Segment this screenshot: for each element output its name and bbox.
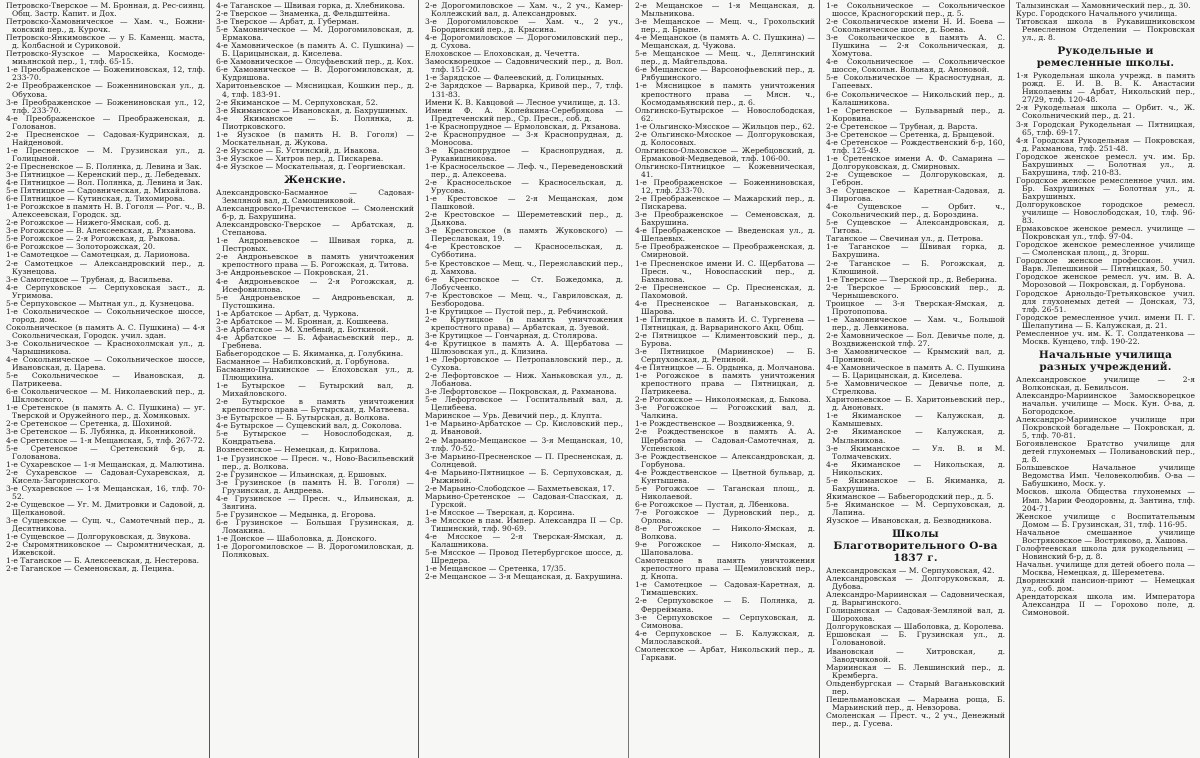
school-entry: 2-е Таганское — Семеновская, д. Пецина.: [6, 564, 175, 574]
school-entry: 4-е Якиманское — Б. Полянка, д. Пиотрковского.: [216, 113, 414, 131]
school-entry: 5-е Грузинское — Медынка, д. Егорова.: [216, 509, 376, 519]
school-entry: 5-е Сокольническое — Красностудная, д. Гапеевых.: [826, 73, 1005, 91]
school-entry: Ольгинско-Пятницкое — Кожевническая, 41.: [635, 161, 815, 179]
school-entry: 3-е Арбатское — М. Хлебный, д. Боткиной.: [216, 324, 389, 334]
school-entry: 3-е Сокольническое — Краснохолмская ул., д. Чарышникова.: [6, 338, 205, 357]
school-entry: 4-е Преображенское — Преображенская, д. Голованов.: [6, 113, 205, 131]
school-entry: 2-е Пресненское — Садовая-Кудринская, д. Найденовой.: [6, 129, 205, 147]
school-entry: 1-е Крестовское — 2-я Мещанская, дом Пашковой.: [425, 194, 623, 212]
school-entry: Бабьегородское — Б. Якиманка, д. Голубкина.: [216, 348, 404, 358]
school-entry: 5-е Бутырское — Новослободская, д. Кондратьева.: [216, 429, 414, 447]
school-entry: Городское женское ремесленное училище — Смоленская площ., д. Згорш.: [1016, 240, 1195, 258]
school-entry: 2-е Лефортовское — Ниж. Ханьковская ул., д. Лобанова.: [425, 371, 623, 389]
school-entry: 3-е Пятницкое (Мариинское) — Б. Серпуховская, д. Репиной.: [635, 347, 815, 365]
school-entry: 5-е Андроньевское — Андроньевская, д. Пустошкина.: [216, 292, 414, 310]
school-entry: 4-е Крутицкое в память А. А. Щербатова — Шлюзовская ул., д. Клизина.: [425, 338, 623, 357]
school-entry: 6-е Грузинское — Большая Грузинская, д. Ломакина.: [216, 517, 414, 535]
school-entry: 4-е Пятницкое — Б. Ордынка, д. Молчанова.: [635, 363, 815, 373]
school-entry: 2-е Марьино-Мещанское — 3-я Мещанская, 10, тлф. 70-52.: [425, 435, 623, 453]
school-entry: 2-е Пятницкое — Климентовский пер., д. Бурова.: [635, 330, 815, 348]
school-entry: Харитоньевское — Мясницкая, Кошкин пер., д. 4, тлф. 183-91.: [216, 81, 414, 99]
school-entry: Большевское Начальное училище Ведомства Имп. Человеколюбив. О-ва — Бабушкино, Моск. у.: [1016, 463, 1195, 489]
school-entry: 5-е Рогожское — Таганская площ., д. Николаевой.: [635, 483, 815, 501]
school-entry: 1-я Рукодельная школа учрежд. в память рожд. Е. И. В. В. К. Анастасии Николаевны — Арбат, Никольский пер., 27/29, тлф. 120-48.: [1016, 71, 1195, 105]
school-entry: 1-е Красносельское — Леф. ч., Переведеновский пер., д. Алексеева.: [425, 161, 623, 179]
school-entry: 3-е Хамовническое — Крымский вал, д. Прониной.: [826, 347, 1005, 365]
school-entry: Якиманское — Бабьегородский пер., д. 5.: [826, 491, 994, 501]
school-entry: 4-е Сокольническое — Сокольническое шоссе, Сокольн. Вольная, д. Аноновой.: [826, 57, 1005, 75]
school-entry: 5-е Мещанское — Мещ. ч., Делягинский пер., д. Майгельдова.: [635, 49, 815, 67]
school-entry: 7-е Крестовское — Мещ. ч., Гавриловская, д. Безбородова.: [425, 290, 623, 308]
school-entry: 3-е Мещанское — Мещ. ч., Грохольский пер., д. Брыне.: [635, 17, 815, 35]
school-entry: 6-е Рогожское — Пустая, д. Лбенкова.: [635, 499, 790, 509]
school-entry: 2-е Сретенское — Трубная, д. Варста.: [826, 121, 978, 131]
school-entry: 1-е Сретенское — Бульварный пер., д. Коровина.: [826, 105, 1005, 123]
school-entry: 8-е Рогожское — Николо-Ямская, д. Волкова.: [635, 524, 815, 542]
school-entry: 1-е Рогожское в память Н. В. Гоголя — Рог. ч., В. Алексеевская, Городск. зд.: [6, 202, 205, 220]
school-entry: 3-е Сущевское — Сущ. ч., Самотечный пер., д. Десятникова.: [6, 516, 205, 534]
school-entry: 4-е Грузинское — Пресн. ч., Ильинская, д. Звягина.: [216, 493, 414, 511]
school-entry: Александровская — М. Серпуховская, 42.: [826, 566, 995, 576]
school-entry: 2-е Яузское — Б. Устинский, д. Ивакова.: [216, 145, 380, 155]
school-entry: 1-е Ольгинско-Мясское — Жильцов пер., 62.: [635, 121, 815, 131]
school-entry: Дворянский пансион-приют — Немецкая ул., соб. дом.: [1016, 576, 1195, 594]
school-entry: 1-е Мясское — Тверская, д. Корсина.: [425, 507, 575, 517]
school-entry: 3-е Лефортовское — Покровская, д. Рахманова.: [425, 387, 617, 397]
school-entry: Маринское — Урь. Девичий пер., д. Клупта.: [425, 411, 603, 421]
school-entry: 1-е Самотецкое — Самотецкая, д. Ларионова.: [6, 250, 190, 260]
school-entry: 3-е Краснопрудное — Краснопрудная, д. Рукавишникова.: [425, 145, 623, 163]
school-entry: Петровско-Яузское — Мароскейка, Космоде-миьянской пер., 1, тлф. 65-15.: [6, 49, 205, 67]
school-entry: 1-е Пресненское имени И. С. Щербатова — Пресн. ч., Новоспасский пер., д. Бахвалова.: [635, 258, 815, 284]
school-entry: Петровско-Янкимовское — у Б. Каменщ. маста, д. Колбасной и Суриковой.: [6, 33, 205, 51]
school-entry: 5-е Пятницкое — Садовническая, д. Михайлова.: [6, 186, 201, 196]
school-entry: 2-е Сухаревское — Садовая-Сухаревская, д. Кисель-Загорянского.: [6, 467, 205, 485]
school-entry: 3-е Якиманское — Ивановская, д. Бахрушиных.: [216, 105, 408, 115]
school-entry: 1-е Хамовническое — Хам. ч., Большой пер., д. Левкинова.: [826, 314, 1005, 332]
school-entry: Богоявленское Братство училище для детей глухонемых — Поливановский пер., д. 8.: [1016, 439, 1195, 465]
school-entry: 3-е Сущевское — Каретная-Садовая, д. Пирогова.: [826, 186, 1005, 204]
school-entry: 1-е Сретенское (в память А. С. Пушкина) — уг. Тверской и Оружейного пер., д. Хомяковых.: [6, 403, 205, 421]
school-entry: 4-е Рождественское — Цветной бульвар, д. Кунтышева.: [635, 467, 815, 485]
school-entry: 5-е Мясское — Провод Петербургское шоссе, д. Шредера.: [425, 548, 623, 566]
school-entry: 1-е Пресненское — М. Грузинская ул., д. Голицыной.: [6, 145, 205, 163]
school-entry: Ивановская — Хитровская, д. Заводчиковой.: [826, 646, 1005, 664]
school-entry: 4-е Сретенское — Рождественский б-р, 160, тлф. 125-49.: [826, 137, 1005, 155]
school-entry: Женское училище с Воспитательным Домом — Б. Грузинская, 31, тлф. 116-95.: [1016, 511, 1195, 529]
school-entry: 1-е Крутицкое — Пустой пер., д. Ребчинской.: [425, 306, 609, 316]
school-entry: 2-я Рукодельная школа — Орбит. ч., Ж. Сокольнический пер., д. 21.: [1016, 103, 1195, 121]
school-entry: 1-е Рогожское в память уничтожения крепостного права — Пятницкая, д. Патрикеева.: [635, 371, 815, 397]
school-entry: Долгоруковская — Шаболовка, д. Королева.: [826, 622, 1004, 632]
school-entry: 2-е Таганское — Б. Рогожская, д. Клюшиной.: [826, 258, 1005, 276]
school-entry: 2-е Пресненское — Ср. Пресненская, д. Пахомовой.: [635, 282, 815, 300]
school-entry: 1-е Андроньевское — Швивая горка, д. Пестровых.: [216, 236, 414, 254]
school-entry: Смоленская — Прест. ч., 2 уч., Денежный пер., д. Гусева.: [826, 710, 1005, 728]
school-entry: 2-е Сыромятниковское — Сыромятническая, д. Ижевской.: [6, 540, 205, 558]
school-entry: 1-е Якиманское — Калужская, д. Камышевых.: [826, 411, 1005, 429]
school-entry: Александровско-Тверское — Арбатская, д. Степанова.: [216, 220, 414, 238]
school-entry: 3-е Мясское в пам. Импер. Александра II — Ср. Тишинский, тлф. 90-69.: [425, 516, 623, 534]
school-entry: 2-е Сокольническое имени Н. И. Боева — Сокольническое шоссе, д. Боева.: [826, 17, 1005, 35]
school-entry: 1-е Пятницкое в память И. С. Тургенева — Пятницкая, д. Варваринского Акц. Общ.: [635, 314, 815, 332]
school-entry: 5-е Серпуховское — Мытная ул., д. Кузнецова.: [6, 298, 195, 308]
school-entry: 3-е Марьино-Пресненское — П. Пресненская, д. Солнцевой.: [425, 451, 623, 469]
school-entry: Ольденбургская — Старый Ваганьковский пер.: [826, 678, 1005, 696]
school-entry: 3-е Якиманское — Ул. В. и М. Толмачевских.: [826, 443, 1005, 461]
section-heading: Рукодельные и ремесленные школы.: [1036, 45, 1175, 70]
right-column-3: [1009, 0, 1199, 758]
school-entry: 2-е Преображенское — Мажарский пер., д. Пискарева.: [635, 194, 815, 212]
right-page: [629, 0, 1200, 758]
school-entry: 3-е Сухаревское — 1-я Мещанская, 16, тлф. 70-52.: [6, 483, 205, 501]
school-entry: 1-е Сретенское имени А. Ф. Самарина — Долгоруковская, д. Смирновых.: [826, 153, 1005, 171]
school-entry: 1-е Самотецкое — Садовая-Каретная, д. Тимашевских.: [635, 580, 815, 598]
school-entry: 2-е Мещанское — 1-я Мещанская, д. Мыльникова.: [635, 1, 815, 19]
school-entry: Александро-Мариинская — Садовническая, д. Варыгинского.: [826, 590, 1005, 608]
school-entry: 3-е Рогожское — Рогожский вал, д. Чалкина.: [635, 403, 815, 421]
school-entry: 3-е Дорогомиловское — Хам. ч., 2 уч., Бородинский пер., д. Крысина.: [425, 17, 623, 35]
school-entry: 4-е Якиманское — Никольская, д. Никольских.: [826, 459, 1005, 477]
school-entry: 3-я Городская Рукодельная — Пятницкая, 65, тлф. 69-17.: [1016, 119, 1195, 137]
school-entry: 2-е Хамовническое — Бол. Девичье поле, д. Воздвиженской тлф. 27.: [826, 330, 1005, 348]
school-entry: 6-е Хамовническое — Олсуфьевский пер., д. Кох.: [216, 57, 414, 67]
school-entry: 1-е Сокольническое — Сокольническое шоссе, Красногорский пер., д. 5.: [826, 1, 1005, 19]
school-entry: 1-е Преображенское — Божениновская, 12, тлф. 233-70.: [6, 65, 205, 83]
school-entry: 2-е Рождественское в память А. А. Щербатова — Садовая-Самотечная, д. Успенской.: [635, 427, 815, 453]
school-entry: Москов. школа Общества глухонемых — Имп. Марии Феодоровны, д. Зантина, тлф. 204-71.: [1016, 487, 1195, 513]
school-entry: 1-е Донское — Шаболовка, д. Донского.: [216, 534, 377, 543]
school-entry: 6-е Хамовническое — В. Дорогомиловская, д. Кудряшова.: [216, 65, 414, 83]
school-entry: 4-е Серпуховское — Б. Калужская, д. Милославской.: [635, 628, 815, 646]
school-entry: 5-е Хамовническое — Девичье поле, д. Стрелкова.: [826, 379, 1005, 397]
school-entry: 2-е Самотецкое — Александровский пер., д. Кузнецова.: [6, 258, 205, 276]
school-entry: Марьино-Сретенское — Садовая-Спасская, д. Гурской.: [425, 491, 623, 509]
school-entry: 2-е Мещанское — 3-я Мещанская, д. Бахрушина.: [425, 572, 623, 582]
school-entry: 1-е Сущевское — Долгоруковская, д. Звукова.: [6, 532, 191, 542]
school-entry: Самотецкое в память уничтожения крепостного права — Щемиловский пер., д. Кнопа.: [635, 556, 815, 582]
school-entry: 4-е Таганское — Швивая горка, д. Хлебникова.: [216, 1, 405, 10]
school-entry: 1-е Краснопрудное — Ермоловская, д. Рязанова.: [425, 121, 621, 131]
school-entry: 2-е Рогожское — Николоямская, д. Быкова.: [635, 395, 811, 405]
school-entry: Талызинская — Хамовнический пер., д. 30.: [1016, 1, 1191, 10]
school-entry: 3-е Серпуховское — Серпуховская, д. Симонова.: [635, 612, 815, 630]
school-entry: 4-е Хамовническое в память А. С. Пушкина — Б. Царицынская, д. Киселева.: [826, 363, 1005, 381]
school-entry: 1-е Мещанское — Сретенка, 17/35.: [425, 564, 567, 574]
school-entry: Ольгинско-Бутырское — Новослободская, 62.: [635, 105, 815, 123]
school-entry: 1-е Бутырское — Бутырский вал, д. Михайловского.: [216, 381, 414, 399]
left-column-1: [0, 0, 209, 758]
school-entry: 2-е Тверское — Брюсовский пер., д. Чернышевского.: [826, 282, 1005, 300]
school-entry: 1-е Таганское — Б. Алексеевская, д. Нестерова.: [6, 556, 200, 566]
school-entry: 3-е Сретенское — Сретенка, д. Брыцевой.: [826, 129, 995, 139]
school-entry: 2-е Бутырское в память уничтожения крепостного права — Бутырская, д. Матвеева.: [216, 397, 414, 415]
school-entry: 4-е Крестовское — Красносельская, д. Субботина.: [425, 242, 623, 260]
school-entry: 7-е Рогожское — Дурновский пер., д. Орлова.: [635, 507, 815, 525]
school-entry: 3-е Преображенское — Семеновская, д. Бахрушина.: [635, 210, 815, 228]
school-entry: 6-е Сокольническое — Никольский пер., д. Калашникова.: [826, 89, 1005, 107]
school-entry: 3-е Сретенское — Б. Лубянка, д. Иконниковой.: [6, 427, 196, 437]
school-entry: Имени Ф. А. Копейкина-Серебрякова — Предтеченский пер., Ср. Пресн., соб. д.: [425, 105, 623, 123]
school-entry: Александро-Мариинское училище при Покровской богадельне — Покровская, д. 5, тлф. 70-81.: [1016, 415, 1195, 441]
school-entry: 4-е Пресненское — Ваганьковская, д. Шарова.: [635, 298, 815, 316]
right-column-1: [629, 0, 819, 758]
school-entry: Начальн. училище для детей обоего пола — Москва, Немецкая, д. Шереметева.: [1016, 559, 1195, 577]
school-entry: 5-е Сокольническое — Ивановская, д. Патрикеева.: [6, 371, 205, 389]
school-entry: 1-е Преображенское — Боженниновская, 12, тлф. 233-70.: [635, 178, 815, 196]
school-entry: 4-е Арбатское — Б. Афанасьевский пер., д. Гребнева.: [216, 332, 414, 350]
school-entry: 1-е Дорогомиловское — В. Дорогомиловская, д. Поляковых.: [216, 542, 414, 560]
school-entry: 2-е Арбатское — М. Бронная, д. Кошкеева.: [216, 316, 389, 326]
school-entry: Имени К. В. Кавцовой — Лесное училище, д. 13.: [425, 97, 621, 107]
school-entry: Александровская — Долгоруковская, д. Дубова.: [826, 574, 1005, 592]
school-entry: 3-е Пятницкое — Керенский пер., д. Лебедевых.: [6, 169, 201, 179]
school-entry: 4-е Хамовническое (в память А. С. Пушкина) — Б. Царицынская, д. Киселева.: [216, 41, 414, 59]
school-entry: Голицынская — Садовая-Земляной вал, д. Шорохова.: [826, 606, 1005, 624]
school-entry: 3-е Яузское — Хитров пер., д. Пискарева.: [216, 153, 384, 163]
school-entry: 2-е Серпуховское — Б. Полянка, д. Ферреймана.: [635, 596, 815, 614]
school-entry: 3-е Тверское — Арбат, д. Губерман.: [216, 17, 360, 27]
school-entry: Замоскворецкое — Садовнический пер., д. Вол. тлф. 151-20.: [425, 57, 623, 75]
school-entry: 1-е Сухаревское — 1-я Мещанская, д. Малютина.: [6, 459, 205, 469]
school-entry: Петровско-Тверское — М. Бронная, д. Рес-сиянц. Общ. Застр. Капит. и Дох.: [6, 1, 205, 19]
school-entry: 2-е Пресненское — Б. Полянка, д. Левина и Зак.: [6, 161, 202, 171]
school-entry: 2-е Красносельское — Красносельская, д. Урусова.: [425, 178, 623, 196]
school-entry: Александровско-Пречистенское — Смоленский б-р, д. Бахрушина.: [216, 204, 414, 222]
school-entry: Вознесенское — Немецкая, д. Кирилова.: [216, 445, 381, 455]
school-entry: 1-е Сокольническое — Сокольническое шоссе, город. дом.: [6, 306, 205, 324]
school-entry: 2-е Якиманское — Калужская, д. Мыльникова.: [826, 427, 1005, 445]
school-entry: 3-е Рогожское — В. Алексеевская, д. Рязанова.: [6, 226, 196, 236]
school-entry: Александровское училище — 2-я Волконская, д. Бевильсон.: [1016, 374, 1195, 392]
school-entry: 2-е Крестовское — Шереметевский пер., д. Дьякова.: [425, 210, 623, 228]
school-entry: Городское женское ремесл. уч. им. В. А. Морозовой — Покровская, д. Горбунова.: [1016, 272, 1195, 290]
school-entry: 2-е Зарядское — Варварка, Кривой пер., 7, тлф. 131-83.: [425, 81, 623, 99]
school-entry: 5-е Лефортовское — Госпитальный вал, д. Целибеева.: [425, 395, 623, 413]
section-heading: Начальные училища разных учреждений.: [1038, 348, 1173, 373]
school-entry: 6-е Рогожское — Золоторожская, 20.: [6, 242, 156, 252]
school-entry: Яузское — Ивановская, д. Безводникова.: [826, 516, 992, 525]
school-entry: Городское женское ремесл. уч. им. Бр. Бахрушиных — Болотная ул., д. Бахрушина, тлф. 210-83.: [1016, 151, 1195, 177]
school-entry: 3-е Крутицкое — Гончарная, д. Столярова.: [425, 330, 598, 340]
school-entry: Городское Арнольдо-Третьяковское учил. для глухонемых детей — Донская, 73, тлф. 26-51.: [1016, 288, 1195, 314]
school-entry: Городское женское ремесленное учил. им. Бр. Бахрушиных — Болотная ул., д. Бахрушиных.: [1016, 175, 1195, 201]
section-heading: Школы Благотворительного О-ва 1837 г.: [833, 528, 998, 565]
school-entry: Ремесленное уч. им. К. Т. Солдатенкова — Москв. Кунцево, тлф. 190-22.: [1016, 328, 1195, 346]
school-entry: 4-е Яузское — Москательная, д. Георгиевская.: [216, 161, 406, 171]
school-entry: Басманно-Пушкинское — Елоховская ул., д. Плющихина.: [216, 365, 414, 383]
school-entry: Титовская школа в Рукавишниковском Ремесленном Отделении — Покровская ул., д. 8.: [1016, 17, 1195, 43]
school-entry: 1-е Арбатское — Арбат, д. Чуркова.: [216, 308, 359, 318]
school-entry: 9-е Рогожское — Николо-Ямская, д. Шаповалова.: [635, 540, 815, 558]
left-column-2: [209, 0, 418, 758]
school-entry: 1-е Мясницкое в память уничтожения крепостного права — Мясн. ч., Космодамьянский пер., д. 6.: [635, 81, 815, 107]
school-entry: 2-е Сретенское — Сретенка, д. Шохиной.: [6, 419, 172, 429]
school-entry: 5-е Рогожское — 2-я Рогожская, д. Рыкова.: [6, 234, 181, 244]
school-entry: 3-е Андроньевское — Покровская, 21.: [216, 268, 369, 278]
school-entry: 4-е Сущевское — Орбит. ч., Сокольнический пер., д. Бороздина.: [826, 202, 1005, 220]
school-entry: 2-е Крутицкое (в память уничтожения крепостного права) — Арбатская, д. Зуевой.: [425, 314, 623, 332]
school-entry: Арендаторская школа им. Императора Александра II — Горохово поле, д. Симоновой.: [1016, 592, 1195, 618]
school-entry: 4-е Сокольническое — Сокольническое шоссе, Ивановская, д. Царева.: [6, 355, 205, 373]
school-entry: Ершовская — Б. Грузинская ул., д. Головановой.: [826, 630, 1005, 648]
school-entry: 1-е Тверское — Тверской пр., д. Веберина.: [826, 274, 997, 284]
school-entry: Александровско-Басманное — Садовая-Земляной вал, д. Самошниковой.: [216, 187, 414, 206]
school-entry: Сокольническое (в память А. С. Пушкина) — 4-я Сокольническая, Городск. учил. здан.: [6, 322, 205, 340]
school-entry: 5-е Сретенское — Сретенский б-р, д. Голованова.: [6, 443, 205, 461]
school-entry: 5-е Сущевское — Александровская, д. Титова.: [826, 218, 1005, 236]
school-entry: 4-е Марьино-Пятницкое — Б. Серпуховская, д. Рыжиной.: [425, 467, 623, 485]
school-entry: Александро-Мариинское Замоскворецкое начальн. училище — Моск. Кун. О-ва, д. Богородское.: [1016, 390, 1195, 417]
school-entry: 4-е Преображенское — Введенская ул., д. Шелаевых.: [635, 226, 815, 244]
school-entry: Голофтеевская школа для рукодельниц — Новинский б-р, д. 8.: [1016, 543, 1195, 561]
school-entry: 3-е Грузинское (в память Н. В. Гоголя) — Грузинская, д. Андреева.: [216, 477, 414, 495]
left-column-3: [418, 0, 627, 758]
school-entry: 2-е Андроньевское в память уничтожения крепостного права — Б. Рогожская, д. Титова.: [216, 252, 414, 270]
school-entry: Смоленское — Арбат, Никольский пер., д. Гаркави.: [635, 644, 815, 662]
school-entry: 4-е Андроньевское — 2-я Рогожская, д. Исефовиллова.: [216, 276, 414, 294]
school-entry: 5-е Якиманское — Б. Якиманка, д. Бахрушина.: [826, 475, 1005, 493]
school-entry: 2-е Рогожское — Нижего-Ямская, соб. д.: [6, 218, 171, 228]
school-entry: 2-е Тверское — Знаменка, д. Фельдштейна.: [216, 9, 391, 19]
school-entry: 1-е Лефортовское — Петропавловский пер., д. Сухова.: [425, 355, 623, 373]
school-entry: Городское женское профессион. учил. Варв. Лепешкиной — Пятницкая, 50.: [1016, 256, 1195, 274]
school-entry: Петровско-Хамовническое — Хам. ч., Божни-ковский пер., д. Курочк.: [6, 17, 205, 35]
school-entry: Таганское — Свечиная ул., д. Петрова.: [826, 234, 984, 244]
school-entry: Елоховское — Елоховская, д. Чечетта.: [425, 49, 580, 59]
school-entry: Харитоньевское — Б. Харитоньевский пер., д. Аноновых.: [826, 395, 1005, 413]
school-entry: 1-е Рождественское — Воздвиженка, 9.: [635, 419, 795, 429]
school-entry: 2-е Грузинское — Ильинская, д. Ершовых.: [216, 469, 387, 479]
school-entry: Долгоруковское городское ремесл. училище — Новослободская, 10, тлф. 96-83.: [1016, 199, 1195, 226]
right-column-2: [819, 0, 1009, 758]
school-entry: 4-е Дорогомиловское — Дорогомиловский пер., д. Сухова.: [425, 33, 623, 51]
school-entry: Пешельмановская — Марьина роща, Б. Марьинский пер., д. Невзорова.: [826, 694, 1005, 712]
school-entry: 6-е Пятницкое — Кутинская, д. Тихомирова.: [6, 194, 186, 204]
school-entry: Начальное смешанное училище Востряковское — Востряково, д. Хашова.: [1016, 527, 1195, 545]
school-entry: 3-е Самотецкое — Трубная, д. Васильева.: [6, 274, 173, 284]
school-entry: 1-е Марьино-Арбатское — Ср. Кисловский пер., д. Ивановой.: [425, 419, 623, 437]
school-entry: 2-е Якиманское — М. Серпуховская, 52.: [216, 97, 378, 107]
school-entry: 1-е Таганское — Швивая горка, д. Бахрушина.: [826, 242, 1005, 260]
section-heading: Женские.: [284, 173, 346, 186]
school-entry: 2-е Марьино-Слободское — Бахметьевская, 17.: [425, 483, 615, 493]
school-entry: 2-е Краснопрудное — 3-я Краснопрудная, д. Моносова.: [425, 129, 623, 147]
school-entry: 4-е Пятницкое — Вол. Полянка, д. Левина и Зак.: [6, 178, 203, 188]
school-entry: 5-е Крестовское — Мещ. ч., Переяславский пер., д. Хамхова.: [425, 258, 623, 276]
school-entry: 3-е Преображенское — Божениновская ул., 12, тлф. 233-70.: [6, 97, 205, 115]
school-entry: Басманное — Набилковский, д. Горбунова.: [216, 356, 390, 366]
school-entry: 6-е Сокольническое — М. Николаевский пер., д. Шкловского.: [6, 387, 205, 405]
school-entry: 4-е Серпуховское — Серпуховская заст., д. Угримова.: [6, 282, 205, 300]
right-page-columns: [629, 0, 1200, 758]
school-entry: 4-е Сретенское — 1-я Мещанская, 5, тлф. 267-72.: [6, 435, 205, 445]
school-entry: Мариинская — Б. Левшинский пер., д. Кремберга.: [826, 662, 1005, 680]
school-entry: 1-е Грузинское — Пресн. ч., Ново-Васильевский пер., д. Волкова.: [216, 453, 414, 471]
school-entry: 5-е Якиманское — М. Серпуховская, д. Лапина.: [826, 499, 1005, 517]
school-entry: 1-е Зарядское — Фалеевский, д. Голицыных.: [425, 73, 604, 83]
school-entry: 3-е Сокольническое в память А. С. Пушкина — 2-я Сокольническая, д. Хомутова.: [826, 33, 1005, 59]
school-entry: 6-е Мещанское — Варсонофьевский пер., д. Рябушинского.: [635, 65, 815, 83]
school-entry: Ольгинско-Ольховское — Жеребцовский, д. Ермаковой-Медведевой, тлф. 106-00.: [635, 145, 815, 163]
school-entry: 4-е Мясское — 2-я Тверская-Ямская, д. Калашникова.: [425, 532, 623, 550]
school-entry: 3-е Крестовское (в память Жуковского) — Переславская, 19.: [425, 226, 623, 244]
school-entry: 2-е Преображенское — Боженниновская ул., д. Обухова.: [6, 81, 205, 99]
school-entry: 5-е Хамовническое — М. Дорогомиловская, д. Ермакова.: [216, 25, 414, 43]
school-entry: 6-е Крестовское — Ст. Божедомка, д. Лобусченко.: [425, 274, 623, 292]
school-entry: Ермаковское женское ремесл. училище — Покровская ул., тлф. 97-04.: [1016, 224, 1195, 242]
school-entry: 5-е Преображенское — Преображенская, д. Смирновой.: [635, 242, 815, 260]
school-entry: 4-е Мещанское (в память А. С. Пушкина) — Мещанская, д. Чужова.: [635, 33, 815, 51]
school-entry: Курс. Городского Начального училища.: [1016, 9, 1178, 19]
school-entry: 3-е Бутырское — Б. Бутырская, д. Волкова.: [216, 413, 390, 423]
school-entry: 4-я Городская Рукодельная — Покровская, д. Рахманова, тлф. 251-48.: [1016, 135, 1195, 153]
school-entry: 2-е Сущевское — Уг. М. Дмитровки и Садовой, д. Щелкановой.: [6, 499, 205, 517]
school-entry: 1-е Яузское (в память Н. В. Гоголя) — Москательная, д. Жукова.: [216, 129, 414, 147]
school-entry: 3-е Рождественское — Александровская, д. Горбунова.: [635, 451, 815, 469]
school-entry: Троицкое — 3-я Тверская-Ямская, д. Протопопова.: [826, 298, 1005, 316]
school-entry: Городское ремесленное учил. имени П. Г. Шелапутина — Б. Калужская, д. 21.: [1016, 312, 1195, 330]
school-entry: 2-е Сущевское — Долгоруковская, д. Геброн.: [826, 169, 1005, 188]
school-entry: 4-е Бутырское — Сущевский вал, д. Соколова.: [216, 421, 402, 431]
school-entry: 2-е Дорогомиловское — Хам. ч., 2 уч., Камер-Коллежский вал, д. Александровых.: [425, 1, 623, 19]
school-entry: 2-е Ольгинско-Мясское — Долгоруковская, д. Колосовых.: [635, 129, 815, 147]
